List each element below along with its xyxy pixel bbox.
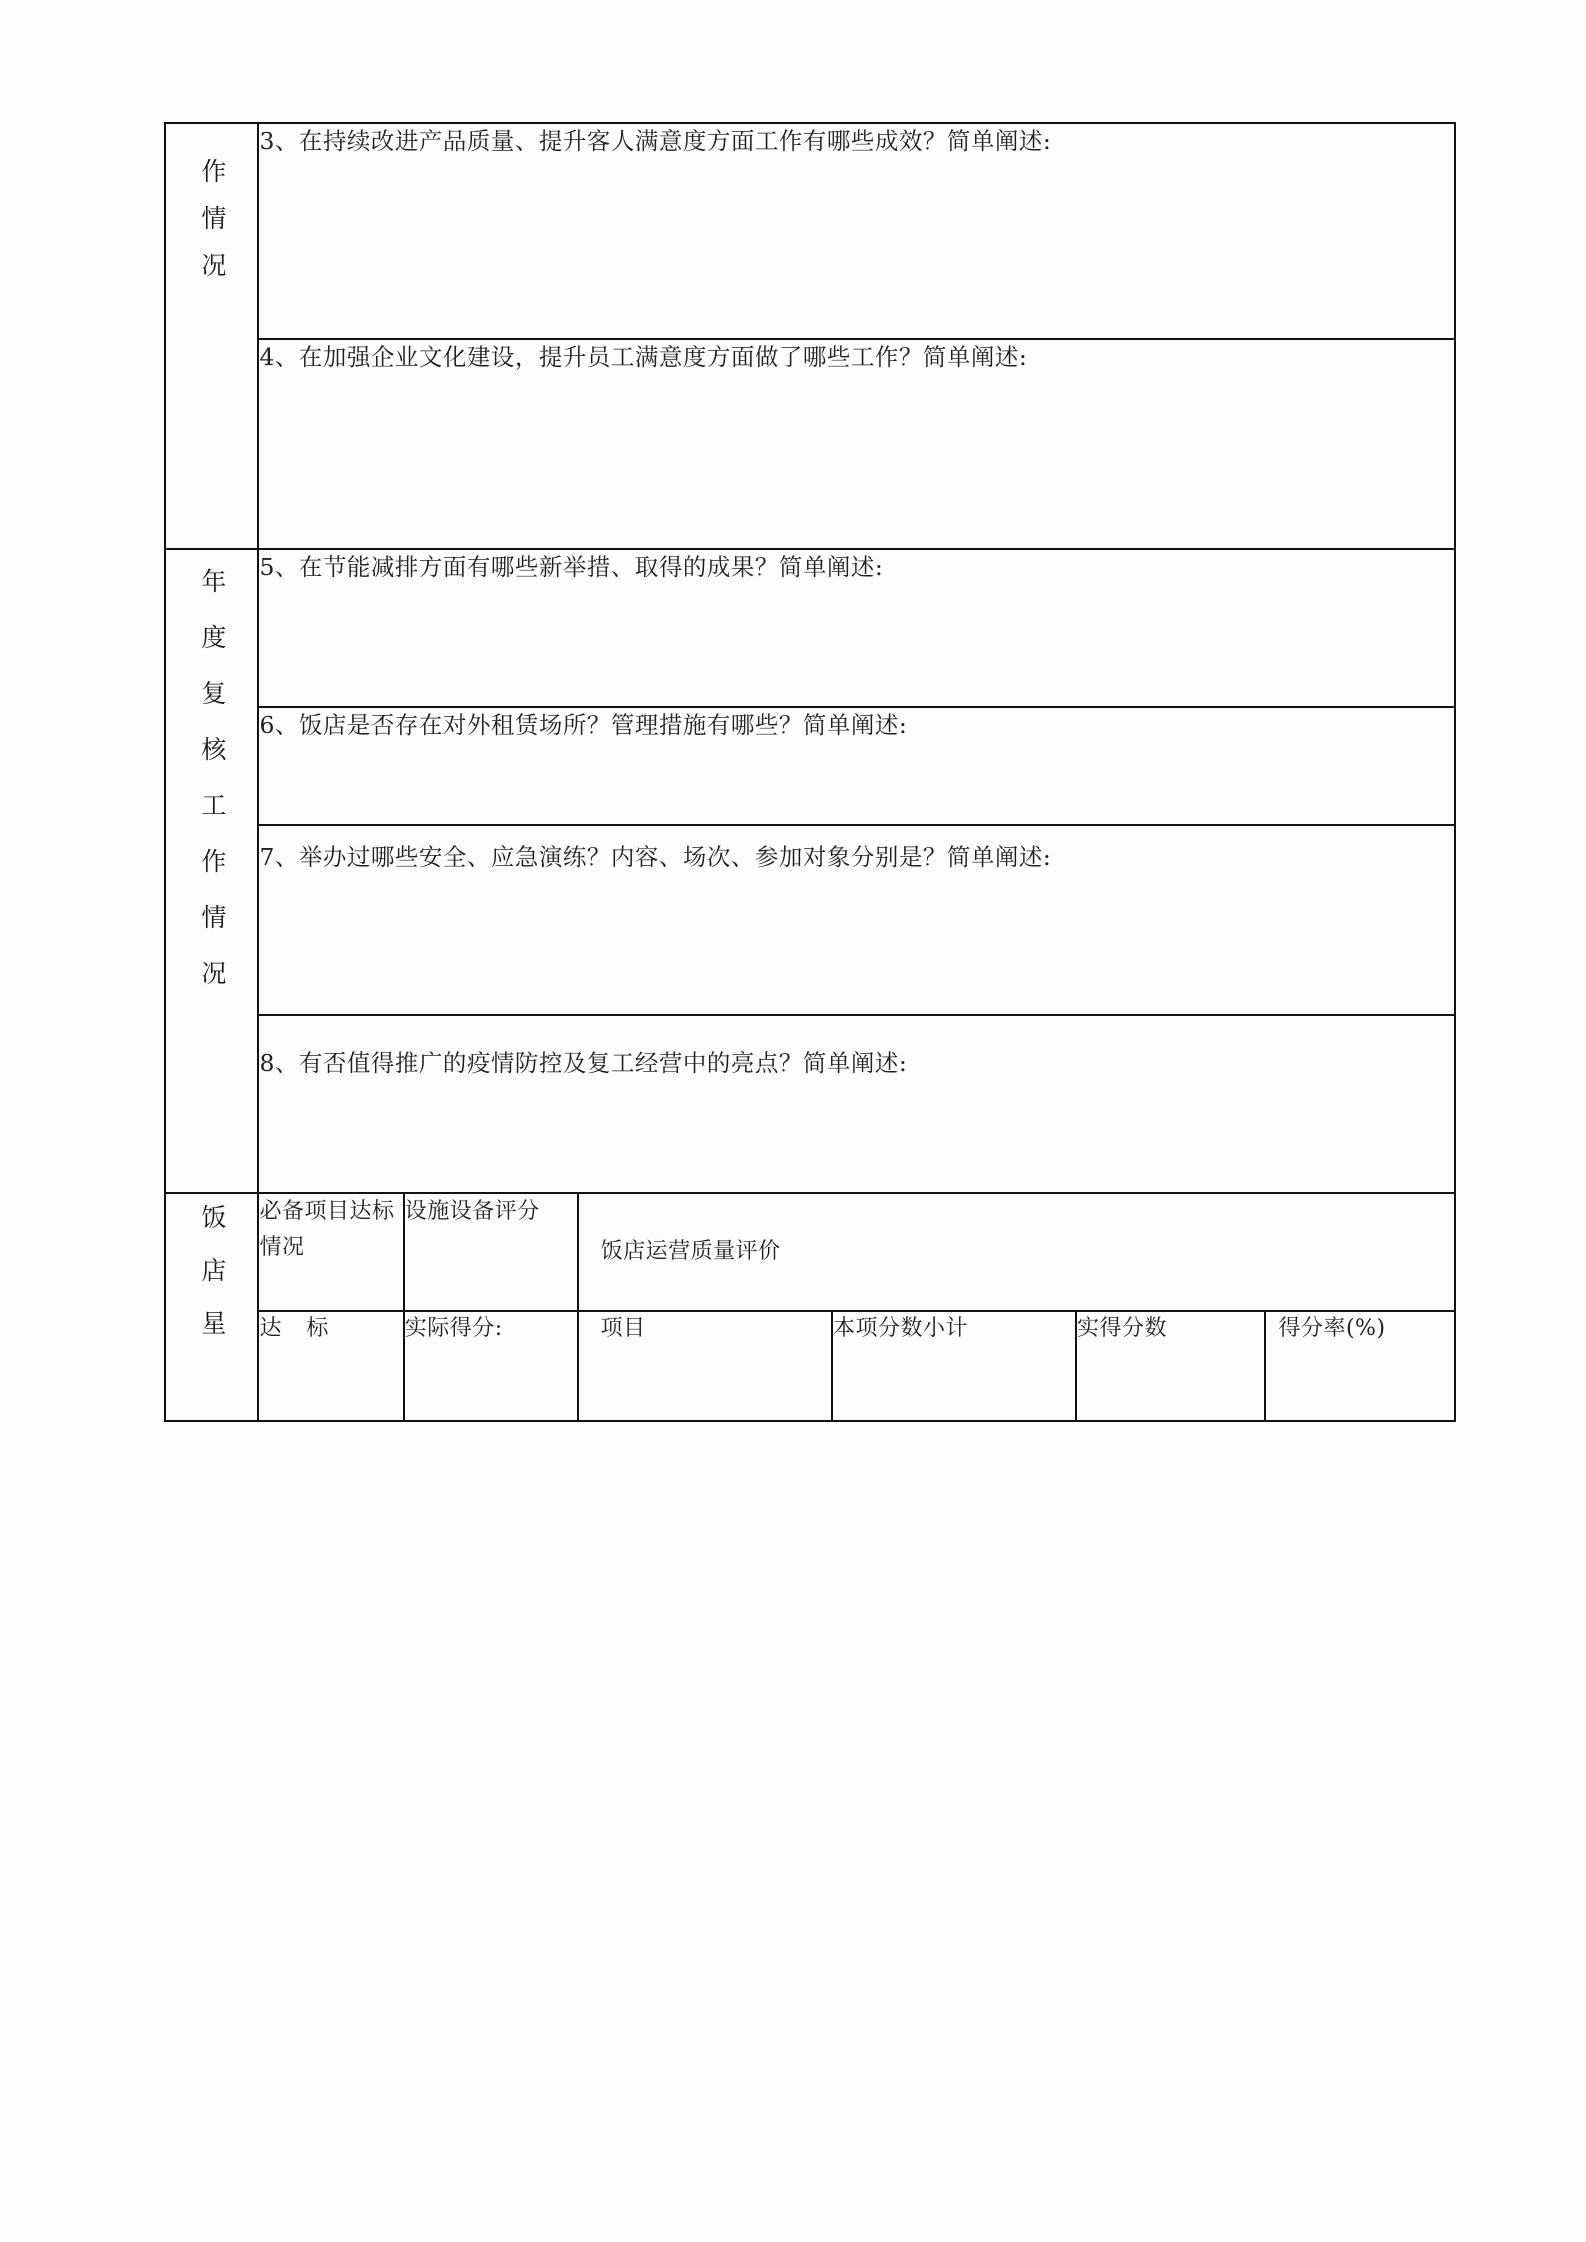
question-cell-8[interactable] bbox=[258, 1015, 1455, 1193]
section-middle-row-q7 bbox=[165, 825, 1455, 1015]
section-label-bottom-text: 饭店星 bbox=[197, 1204, 227, 1363]
section-label-top bbox=[165, 123, 258, 549]
section-label-middle bbox=[165, 549, 258, 1193]
question-text-4: 4、在加强企业文化建设，提升员工满意度方面做了哪些工作？简单阐述: bbox=[259, 343, 1028, 371]
question-cell-3[interactable] bbox=[258, 123, 1455, 339]
section-label-middle-text: 年度复核工作情况 bbox=[197, 568, 227, 1016]
section-label-bottom bbox=[165, 1193, 258, 1421]
score-header-facility-score: 设施设备评分 bbox=[404, 1193, 578, 1311]
score-header-operation-quality: 饭店运营质量评价 bbox=[578, 1193, 1455, 1311]
score-subheader-达标: 达 标 bbox=[258, 1311, 403, 1421]
question-text-6: 6、饭店是否存在对外租赁场所？管理措施有哪些？简单阐述: bbox=[259, 711, 908, 739]
question-cell-7[interactable] bbox=[258, 825, 1455, 1015]
question-cell-4[interactable] bbox=[258, 339, 1455, 549]
score-subheader-subtotal: 本项分数小计 bbox=[832, 1311, 1076, 1421]
question-text-7: 7、举办过哪些安全、应急演练？内容、场次、参加对象分别是？简单阐述: bbox=[259, 843, 1052, 871]
section-middle-row-q8 bbox=[165, 1015, 1455, 1193]
question-cell-5[interactable] bbox=[258, 549, 1455, 707]
question-text-5: 5、在节能减排方面有哪些新举措、取得的成果？简单阐述: bbox=[259, 553, 884, 581]
score-header-required-items: 必备项目达标情况 bbox=[258, 1193, 403, 1311]
score-subheader-item: 项目 bbox=[578, 1311, 832, 1421]
review-form-table bbox=[164, 122, 1456, 1422]
section-label-top-text: 作情况 bbox=[197, 158, 227, 299]
section-middle-row-q5 bbox=[165, 549, 1455, 707]
score-table-header-row bbox=[165, 1193, 1455, 1311]
section-top-row-q4 bbox=[165, 339, 1455, 549]
score-subheader-score-rate: 得分率(%) bbox=[1265, 1311, 1455, 1421]
score-subheader-actual-score-label: 实际得分: bbox=[404, 1311, 578, 1421]
question-text-3: 3、在持续改进产品质量、提升客人满意度方面工作有哪些成效？简单阐述: bbox=[259, 127, 1052, 155]
section-top-row-q3 bbox=[165, 123, 1455, 339]
score-subheader-earned-score: 实得分数 bbox=[1076, 1311, 1265, 1421]
question-cell-6[interactable] bbox=[258, 707, 1455, 825]
score-table-subheader-row bbox=[165, 1311, 1455, 1421]
section-middle-row-q6 bbox=[165, 707, 1455, 825]
question-text-8: 8、有否值得推广的疫情防控及复工经营中的亮点？简单阐述: bbox=[259, 1049, 908, 1077]
